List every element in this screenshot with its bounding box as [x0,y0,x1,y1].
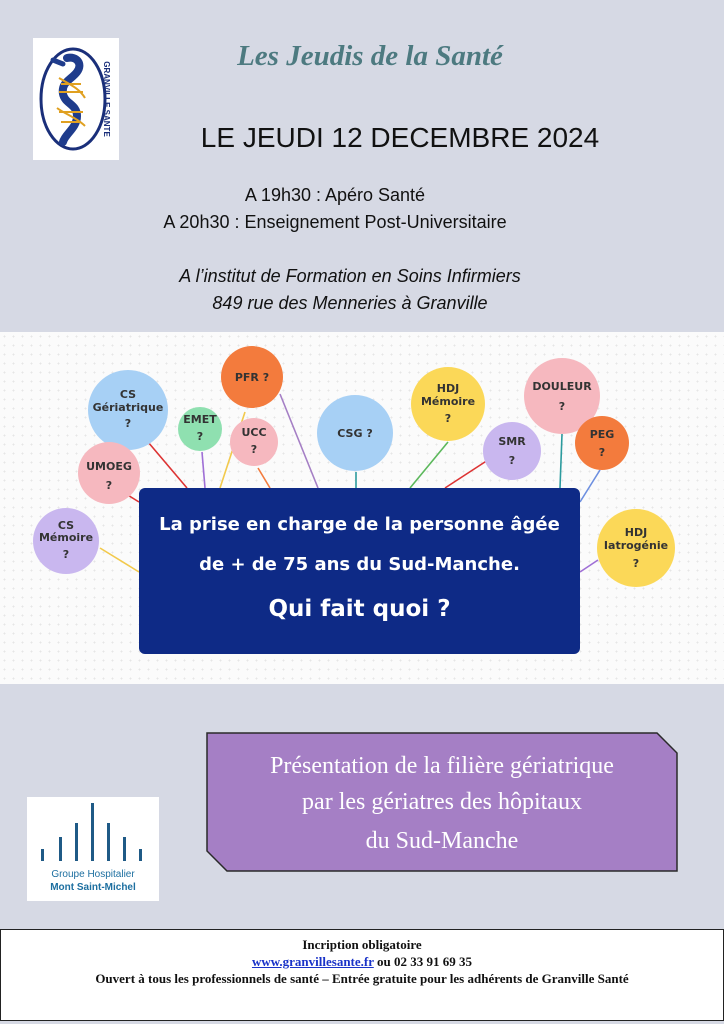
bubble-text: HDJ [436,382,460,395]
group-logo-line-2: Mont Saint-Michel [50,882,136,893]
presentation-line-1: Présentation de la filière gériatrique [270,753,614,779]
phone-text: ou 02 33 91 69 35 [373,954,473,969]
group-logo-line-1: Groupe Hospitalier [51,869,135,880]
bubble-text: SMR [498,435,526,448]
registration-text: Incription obligatoire [302,937,422,952]
bubble-text: ? [250,443,258,456]
bubble-text: EMET [183,413,217,426]
bubble-text: ? [196,430,204,443]
bubble-text: ? [598,446,606,459]
central-question-box [139,488,580,654]
venue-line-2: 849 rue des Menneries à Granville [212,293,488,313]
audience-text: Ouvert à tous les professionnels de santé – Entrée gratuite pour les adhérents de Granville Santé [95,971,629,986]
series-title: Les Jeudis de la Santé [237,40,503,72]
bubble-text: ? [508,454,516,467]
presentation-line-2: par les gériatres des hôpitaux [302,789,582,815]
granville-sante-logo [33,38,119,160]
bubble-umoeg [78,442,140,504]
central-line-1: La prise en charge de la personne âgée [159,514,560,535]
bubble-text: ? [632,557,640,570]
bubble-smr [483,422,541,480]
presentation-line-3: du Sud-Manche [365,828,519,854]
hospital-bars-icon [27,797,159,867]
bubble-text: HDJ [624,526,648,539]
central-line-2: de + de 75 ans du Sud-Manche. [199,554,520,575]
bubble-text: CS [119,388,137,401]
bubble-text: ? [124,417,132,430]
bubble-text: Iatrogénie [603,539,669,552]
logo-text: GRANVILLE SANTE [102,61,111,137]
seahorse-logo-icon [33,38,119,160]
bubble-text: DOULEUR [532,380,592,393]
bubble-text: ? [558,400,566,413]
bubble-text: ? [444,412,452,425]
bubble-text: ? [62,548,70,561]
bubble-text: Gériatrique [92,401,164,414]
bubble-text: Mémoire [38,531,94,544]
footer-info-box [0,929,724,1021]
contact-line [1,953,723,970]
bubble-text: UMOEG [86,460,132,473]
bubble-text: PEG [589,428,615,441]
bubble-text: CS [57,519,75,532]
groupe-hospitalier-logo [27,797,159,901]
bubble-text: CSG ? [337,427,373,440]
event-date: LE JEUDI 12 DECEMBRE 2024 [200,122,600,153]
bubble-text: ? [105,479,113,492]
venue-line-1: A l’institut de Formation en Soins Infirmiers [179,266,521,286]
bubble-text: PFR ? [234,371,270,384]
website-link[interactable]: www.granvillesante.fr [251,954,374,969]
central-question: Qui fait quoi ? [268,596,451,622]
presentation-banner [205,731,679,873]
schedule-line-1: A 19h30 : Apéro Santé [244,185,426,205]
bubble-peg [575,416,629,470]
bubble-text: Mémoire [420,395,476,408]
bubble-text: UCC [241,426,267,439]
schedule-line-2: A 20h30 : Enseignement Post-Universitaire [163,212,507,232]
